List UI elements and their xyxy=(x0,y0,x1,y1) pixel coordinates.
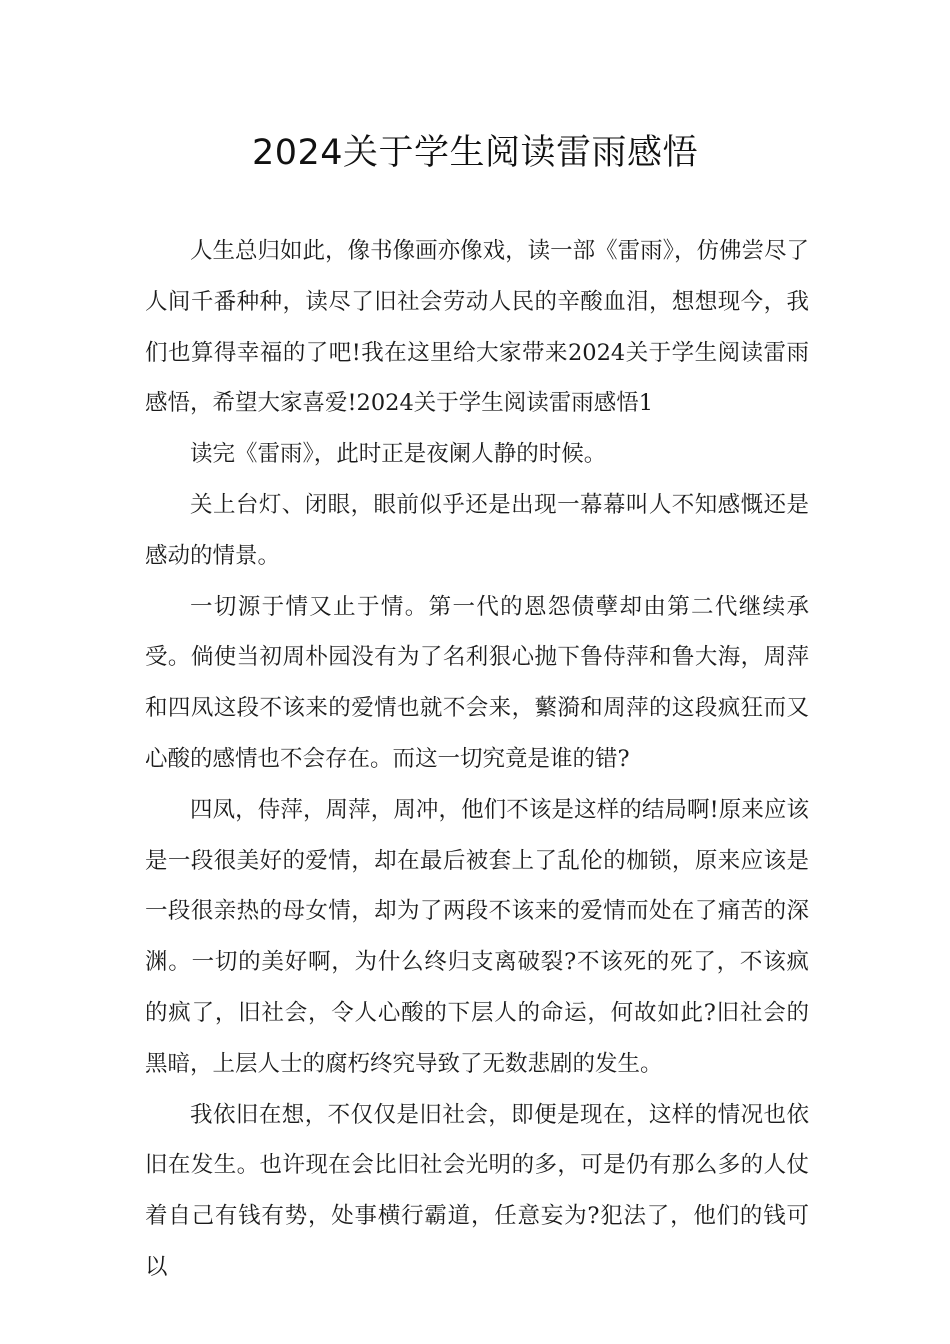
paragraph-4: 一切源于情又止于情。第一代的恩怨债孽却由第二代继续承受。倘使当初周朴园没有为了名利狠心抛下鲁侍萍和鲁大海，周萍和四凤这段不该来的爱情也就不会来，蘩漪和周萍的这段疯狂而又心酸的感情也不会存在。而这一切究竟是谁的错? xyxy=(145,593,809,772)
paragraph-2: 读完《雷雨》，此时正是夜阑人静的时候。 xyxy=(190,441,607,468)
paragraph-5: 四凤，侍萍，周萍，周冲，他们不该是这样的结局啊!原来应该是一段很美好的爱情，却在最后被套上了乱伦的枷锁，原来应该是一段很亲热的母女情，却为了两段不该来的爱情而处在了痛苦的深渊。一切的美好啊，为什么终归支离破裂?不该死的死了，不该疯的疯了，旧社会，令人心酸的下层人的命运，何故如此?旧社会的黑暗，上层人士的腐朽终究导致了无数悲剧的发生。 xyxy=(145,796,809,1077)
document-title: 2024关于学生阅读雷雨感悟 xyxy=(251,133,699,173)
document-body xyxy=(145,226,809,1293)
paragraph-3: 关上台灯、闭眼，眼前似乎还是出现一幕幕叫人不知感慨还是感动的情景。 xyxy=(145,491,809,569)
paragraph-6: 我依旧在想，不仅仅是旧社会，即便是现在，这样的情况也依旧在发生。也许现在会比旧社会光明的多，可是仍有那么多的人仗着自己有钱有势，处事横行霸道，任意妄为?犯法了，他们的钱可以 xyxy=(145,1101,809,1280)
paragraph-1: 人生总归如此，像书像画亦像戏，读一部《雷雨》，仿佛尝尽了人间千番种种，读尽了旧社会劳动人民的辛酸血泪，想想现今，我们也算得幸福的了吧!我在这里给大家带来2024关于学生阅读雷雨感悟，希望大家喜爱!2024关于学生阅读雷雨感悟1 xyxy=(145,238,809,417)
